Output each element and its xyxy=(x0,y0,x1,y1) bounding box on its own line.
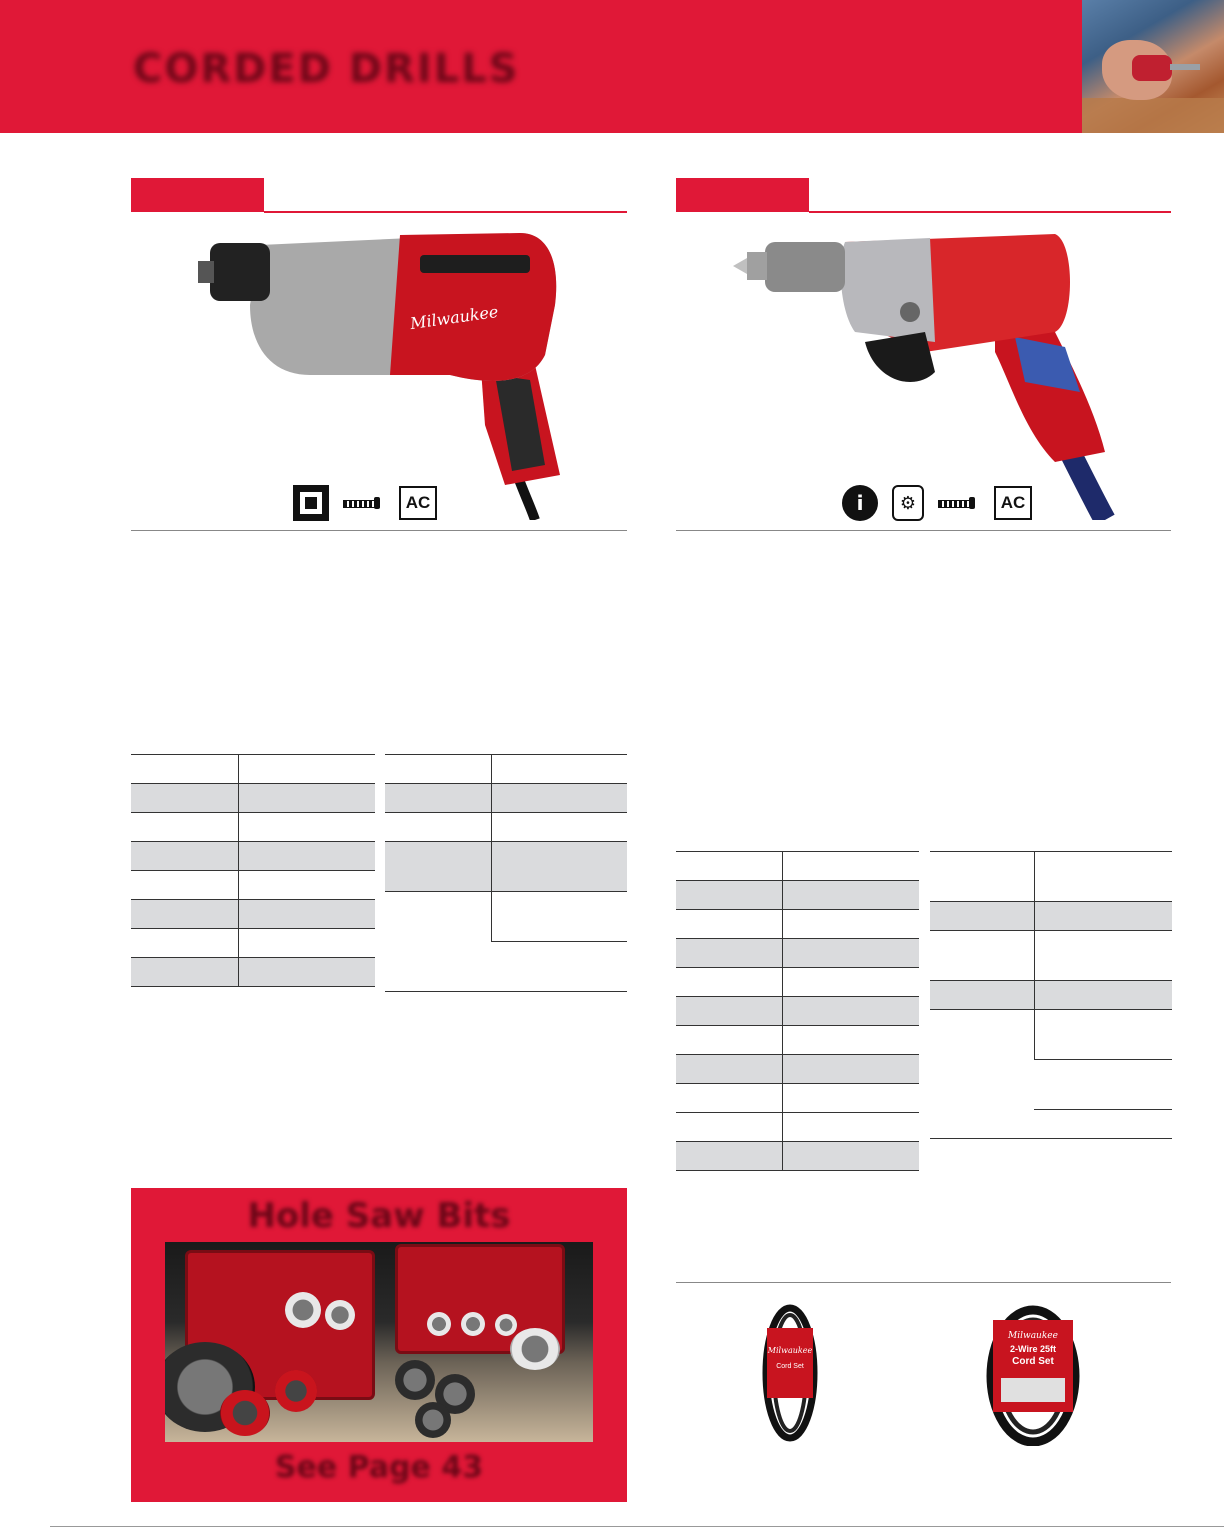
left-drill-image xyxy=(190,225,590,520)
table-row xyxy=(131,871,375,900)
table-row xyxy=(131,784,375,813)
table-row xyxy=(385,842,627,892)
table-row xyxy=(930,852,1172,902)
cord-set-small-image xyxy=(755,1298,825,1443)
cord-coil-small xyxy=(755,1298,825,1443)
table-row xyxy=(131,813,375,842)
promo-page-reference: See Page 43 xyxy=(274,1450,484,1485)
table-row xyxy=(930,931,1172,981)
table-row xyxy=(676,939,919,968)
ac-power-icon: AC xyxy=(399,486,437,520)
right-spec-table-a xyxy=(676,851,919,1171)
double-insulated-icon xyxy=(293,485,329,521)
ac-power-icon: AC xyxy=(994,486,1032,520)
cord-tag-title: Cord Set xyxy=(776,1363,804,1370)
page-title: CORDED DRILLS xyxy=(133,46,520,92)
table-row xyxy=(676,852,919,881)
left-drill-illustration xyxy=(190,225,590,520)
promo-title: Hole Saw Bits xyxy=(247,1196,511,1236)
footer-rule xyxy=(50,1526,1224,1527)
left-section-tab xyxy=(131,178,264,212)
table-row xyxy=(676,1113,919,1142)
right-drill-image xyxy=(725,222,1125,520)
cord-tag-title: 2-Wire 25ft xyxy=(1010,1344,1056,1354)
table-row xyxy=(676,1084,919,1113)
table-row xyxy=(676,881,919,910)
svg-text:Milwaukee: Milwaukee xyxy=(408,301,500,334)
info-icon: i xyxy=(842,485,878,521)
table-row xyxy=(676,910,919,939)
table-row xyxy=(385,755,627,784)
right-section-rule xyxy=(809,211,1171,213)
right-drill-illustration xyxy=(725,222,1125,520)
table-row xyxy=(385,813,627,842)
right-spec-table-b xyxy=(930,851,1172,1139)
table-row xyxy=(676,1142,919,1171)
left-spec-table-a xyxy=(131,754,375,987)
cord-coil-large xyxy=(983,1298,1083,1446)
cord-tag-brand: Milwaukee xyxy=(1008,1331,1058,1341)
table-row xyxy=(676,968,919,997)
left-product-rule xyxy=(131,530,627,531)
table-row xyxy=(930,1010,1172,1060)
table-row xyxy=(676,997,919,1026)
right-section-tab xyxy=(676,178,809,212)
drill-bit-icon xyxy=(343,497,385,509)
table-row xyxy=(385,784,627,813)
table-row xyxy=(676,1055,919,1084)
table-row xyxy=(385,892,627,942)
left-feature-icons xyxy=(293,485,437,521)
table-row xyxy=(676,1026,919,1055)
table-row xyxy=(131,958,375,987)
cord-tag-brand: Milwaukee xyxy=(767,1346,813,1355)
cord-tag-subtitle: Cord Set xyxy=(1012,1356,1054,1367)
table-row xyxy=(131,929,375,958)
hole-saw-promo[interactable] xyxy=(131,1188,627,1502)
hole-saw-photo xyxy=(165,1242,593,1442)
accessories-rule xyxy=(676,1282,1171,1283)
table-row xyxy=(131,842,375,871)
left-spec-table-b xyxy=(385,754,627,992)
robot-icon: ⚙ xyxy=(892,485,924,521)
banner-photo xyxy=(1082,0,1224,133)
drill-bit-icon xyxy=(938,497,980,509)
table-row xyxy=(930,902,1172,931)
cord-set-large-image xyxy=(983,1298,1083,1446)
right-feature-icons xyxy=(842,485,1032,521)
left-section-rule xyxy=(264,211,627,213)
table-row xyxy=(131,900,375,929)
table-row xyxy=(131,755,375,784)
right-product-rule xyxy=(676,530,1171,531)
page-banner xyxy=(0,0,1224,133)
table-row xyxy=(930,981,1172,1010)
